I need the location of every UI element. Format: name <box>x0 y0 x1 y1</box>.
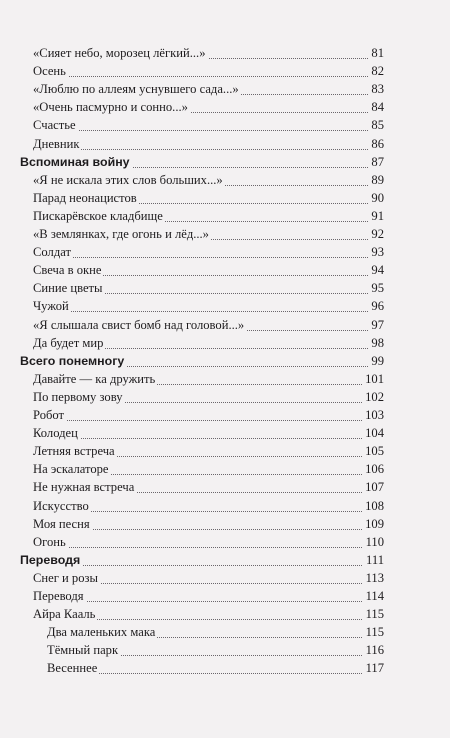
toc-page-number: 85 <box>368 116 384 134</box>
toc-entry-title: Колодец <box>33 426 78 441</box>
toc-page-number: 82 <box>368 62 384 80</box>
toc-entry-title: Всего понемногу <box>20 353 125 368</box>
toc-entry-title: Чужой <box>33 299 69 314</box>
toc-entry-title: Синие цветы <box>33 281 103 296</box>
toc-entry-title: Парад неонацистов <box>33 190 137 205</box>
toc-entry-title: Да будет мир <box>33 335 104 350</box>
toc-entry-title: Тёмный парк <box>47 643 119 658</box>
toc-page-number: 93 <box>368 243 384 261</box>
toc-entry-title: Давайте — ка дружить <box>33 371 156 386</box>
toc-page-number: 103 <box>362 406 384 424</box>
toc-page-number: 91 <box>368 207 384 225</box>
toc-entry-title: По первому зову <box>33 389 123 404</box>
toc-entry-title: Вспоминая войну <box>20 154 130 169</box>
toc-entry <box>0 261 450 279</box>
toc-entry-title: Искусство <box>33 498 89 513</box>
toc-entry-title: Моя песня <box>33 516 90 531</box>
toc-page-number: 98 <box>368 334 384 352</box>
toc-entry <box>0 406 450 424</box>
toc-page-number: 84 <box>368 98 384 116</box>
toc-entry <box>0 116 450 134</box>
toc-entry <box>0 207 450 225</box>
toc-entry <box>0 243 450 261</box>
toc-page-number: 90 <box>368 189 384 207</box>
toc-page-number: 115 <box>363 623 384 641</box>
toc-page-number: 99 <box>368 352 384 370</box>
toc-page-number: 111 <box>363 551 384 569</box>
toc-page-number: 105 <box>362 442 384 460</box>
toc-page-number: 109 <box>362 515 384 533</box>
dot-leader <box>37 297 380 312</box>
toc-entry <box>0 62 450 80</box>
toc-entry <box>0 316 450 334</box>
toc-entry <box>0 135 450 153</box>
toc-entry-title: Снег и розы <box>33 570 98 585</box>
toc-section-heading <box>0 153 450 171</box>
toc-section-heading <box>0 551 450 569</box>
dot-leader <box>51 659 380 674</box>
toc-entry <box>0 44 450 62</box>
dot-leader <box>37 116 380 131</box>
toc-entry <box>0 370 450 388</box>
toc-page-number: 95 <box>368 279 384 297</box>
toc-page-number: 87 <box>368 153 384 171</box>
toc-entry <box>0 605 450 623</box>
toc-page-number: 86 <box>368 135 384 153</box>
toc-page-number: 110 <box>363 533 384 551</box>
toc-page-number: 94 <box>368 261 384 279</box>
toc-entry-title: Осень <box>33 64 66 79</box>
toc-entry-title: Дневник <box>33 136 80 151</box>
toc-entry-title: Два маленьких мака <box>47 625 156 640</box>
toc-page-number: 107 <box>362 478 384 496</box>
toc-page-number: 83 <box>368 80 384 98</box>
toc-entry-title: «Люблю по аллеям уснувшего сада...» <box>33 82 239 97</box>
toc-entry-title: Солдат <box>33 245 71 260</box>
dot-leader <box>37 62 380 77</box>
toc-entry-title: Пискарёвское кладбище <box>33 208 163 223</box>
toc-entry <box>0 98 450 116</box>
toc-page-number: 97 <box>368 316 384 334</box>
toc-page-number: 117 <box>363 659 384 677</box>
toc-entry-title: «Я не искала этих слов больших...» <box>33 172 223 187</box>
toc-entry <box>0 225 450 243</box>
toc-entry-title: «Очень пасмурно и сонно...» <box>33 100 188 115</box>
toc-entry-title: «Сияет небо, морозец лёгкий...» <box>33 46 206 60</box>
toc-page-number: 104 <box>362 424 384 442</box>
toc-entry-title: Айра Кааль <box>33 607 96 622</box>
toc-entry-title: «Я слышала свист бомб над головой...» <box>33 317 245 332</box>
toc-entry <box>0 80 450 98</box>
toc-page-number: 113 <box>363 569 384 587</box>
toc-entry <box>0 171 450 189</box>
dot-leader <box>37 424 380 439</box>
toc-page-number: 115 <box>363 605 384 623</box>
toc-entry <box>0 587 450 605</box>
dot-leader <box>37 587 380 602</box>
toc-entry <box>0 497 450 515</box>
toc-section-heading <box>0 352 450 370</box>
toc-entry-title: Весеннее <box>47 661 98 676</box>
toc-entry <box>0 388 450 406</box>
toc-entry-title: «В землянках, где огонь и лёд...» <box>33 227 209 241</box>
toc-entry-title: Летняя встреча <box>33 444 115 459</box>
toc-entry <box>0 460 450 478</box>
dot-leader <box>37 135 380 150</box>
toc-entry <box>0 334 450 352</box>
toc-entry <box>0 623 450 641</box>
toc-page-number: 102 <box>362 388 384 406</box>
toc-entry-title: Переводя <box>33 589 84 603</box>
toc-page-number: 101 <box>362 370 384 388</box>
toc-entry-title: Не нужная встреча <box>33 480 135 495</box>
toc-page-number: 89 <box>368 171 384 189</box>
toc-page-number: 81 <box>368 44 384 62</box>
dot-leader <box>37 243 380 258</box>
toc-entry <box>0 189 450 207</box>
toc-entry <box>0 478 450 496</box>
toc-entry <box>0 424 450 442</box>
toc-page-number: 92 <box>368 225 384 243</box>
toc-entry-title: Счастье <box>33 118 76 133</box>
dot-leader <box>37 406 380 421</box>
toc-entry <box>0 515 450 533</box>
toc-entry-title: Робот <box>33 408 65 422</box>
toc-entry-title: Переводя <box>20 552 81 567</box>
toc-page-number: 96 <box>368 297 384 315</box>
toc-entry <box>0 279 450 297</box>
toc-page-number: 106 <box>362 460 384 478</box>
toc-entry <box>0 533 450 551</box>
toc-entry-title: На эскалаторе <box>33 462 109 477</box>
toc-entry-title: Огонь <box>33 534 66 549</box>
toc-entry <box>0 659 450 677</box>
toc-entry-title: Свеча в окне <box>33 263 102 278</box>
toc-entry <box>0 641 450 659</box>
toc-entry <box>0 442 450 460</box>
dot-leader <box>37 533 380 548</box>
toc-page-number: 116 <box>363 641 384 659</box>
toc-page-number: 114 <box>363 587 384 605</box>
toc-entry <box>0 569 450 587</box>
toc-page-number: 108 <box>362 497 384 515</box>
toc-entry <box>0 297 450 315</box>
